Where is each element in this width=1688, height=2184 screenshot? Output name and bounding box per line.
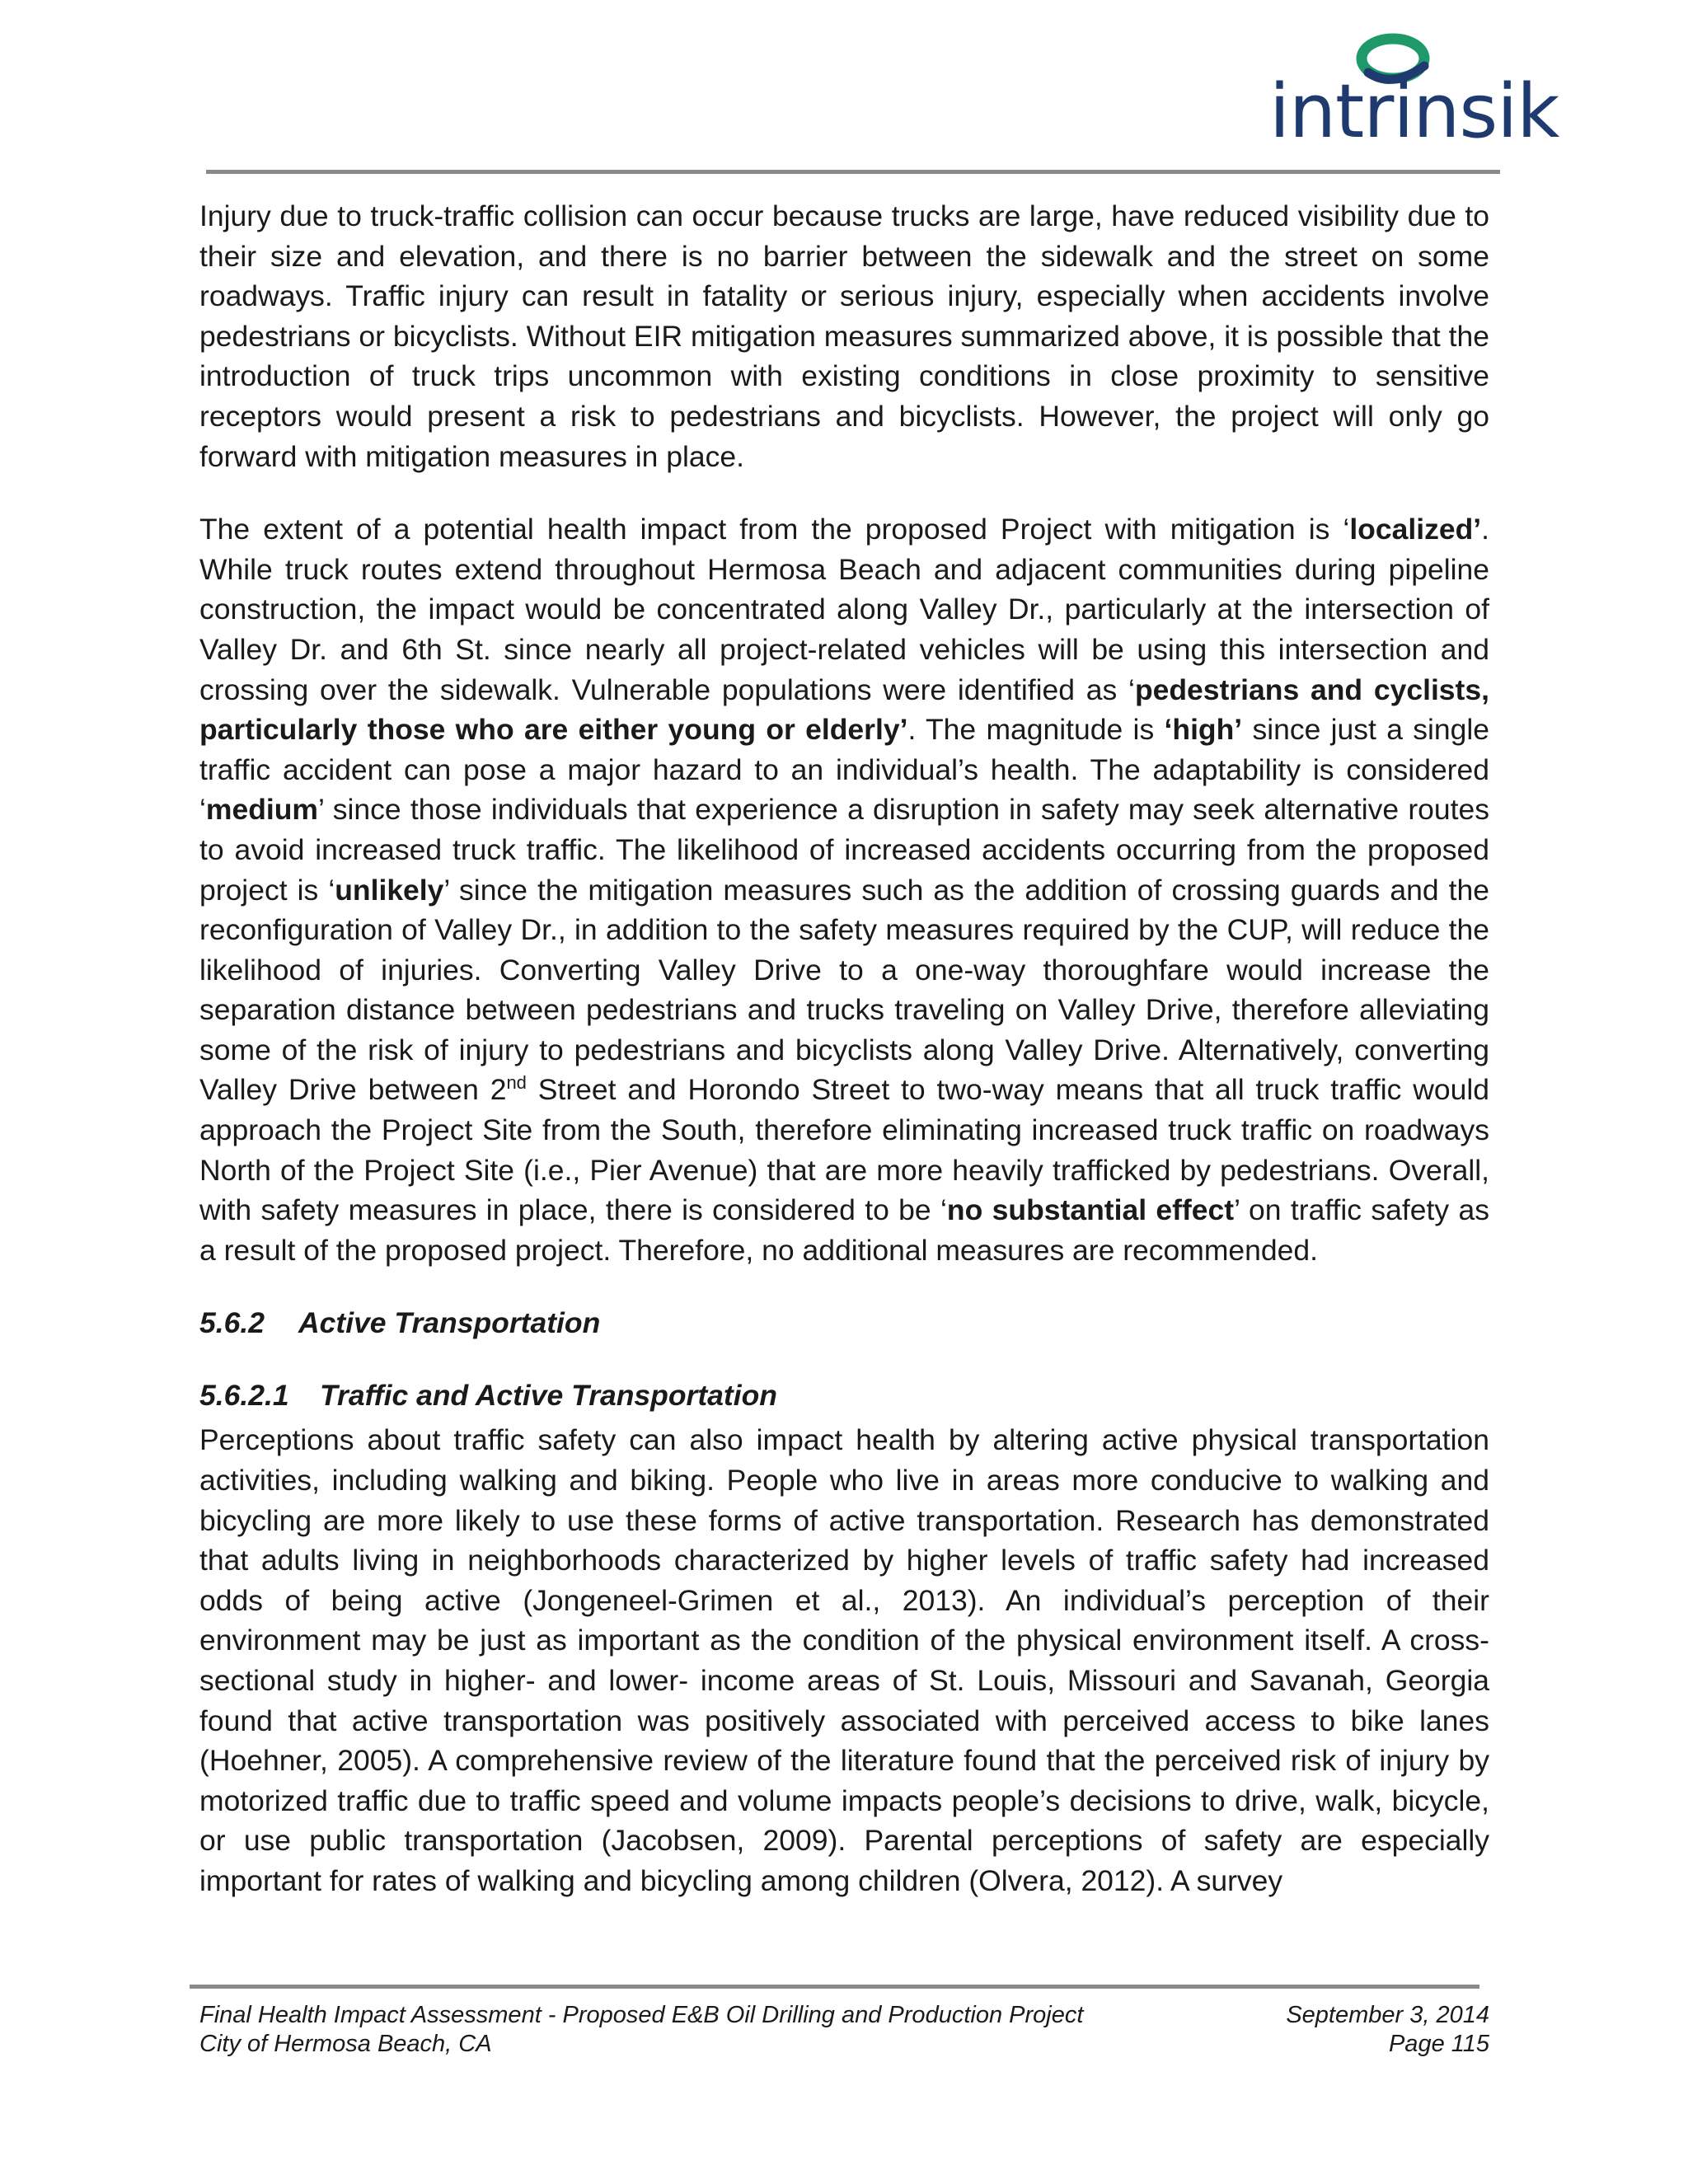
footer-page-number: Page 115 (1388, 2031, 1489, 2057)
page-content (199, 196, 1489, 1901)
footer-city: City of Hermosa Beach, CA (199, 2031, 492, 2057)
paragraph-health-impact: The extent of a potential health impact from the proposed Project with mitigation is ‘localized’. While truck routes extend throughout Hermosa Beach and adjacent communities during pipeline construction, the impact would be concentrated along Valley Dr., particularly at the intersection of Valley Dr. and 6th St. since nearly all project-related vehicles will be using this intersection and crossing over the sidewalk. Vulnerable populations were identified as ‘pedestrians and cyclists, particularly those who are either young or elderly’. The magnitude is ‘high’ since just a single traffic accident can pose a major hazard to an individual’s health. The adaptability is considered ‘medium’ since those individuals that experience a disruption in safety may seek alternative routes to avoid increased truck traffic. The likelihood of increased accidents occurring from the proposed project is ‘unlikely’ since the mitigation measures such as the addition of crossing guards and the reconfiguration of Valley Dr., in addition to the safety measures required by the CUP, will reduce the likelihood of injuries. Converting Valley Drive to a one-way thoroughfare would increase the separation distance between pedestrians and trucks traveling on Valley Drive, therefore alleviating some of the risk of injury to pedestrians and bicyclists along Valley Drive. Alternatively, converting Valley Drive between 2nd Street and Horondo Street to two-way means that all truck traffic would approach the Project Site from the South, therefore eliminating increased truck traffic on roadways North of the Project Site (i.e., Pier Avenue) that are more heavily trafficked by pedestrians. Overall, with safety measures in place, there is considered to be ‘no substantial effect’ on traffic safety as a result of the proposed project. Therefore, no additional measures are recommended. (199, 513, 1490, 1267)
page-footer (199, 2001, 1489, 2059)
company-logo (1269, 30, 1559, 155)
footer-divider (190, 1985, 1479, 1989)
paragraph-perceptions: Perceptions about traffic safety can also impact health by altering active physical transportation activities, including walking and biking. People who live in areas more conducive to walking and bicycling are more likely to use these forms of active transportation. Research has demonstrated that adults living in neighborhoods characterized by higher levels of traffic safety had increased odds of being active (Jongeneel-Grimen et al., 2013). An individual’s perception of their environment may be just as important as the condition of the physical environment itself. A cross-sectional study in higher- and lower- income areas of St. Louis, Missouri and Savanah, Georgia found that active transportation was positively associated with perceived access to bike lanes (Hoehner, 2005). A comprehensive review of the literature found that the perceived risk of injury by motorized traffic due to traffic speed and volume impacts people’s decisions to drive, walk, bicycle, or use public transportation (Jacobsen, 2009). Parental perceptions of safety are especially important for rates of walking and bicycling among children (Olvera, 2012). A survey (199, 1423, 1489, 1897)
paragraph-truck-injury: Injury due to truck-traffic collision can occur because trucks are large, have reduced visibility due to their size and elevation, and there is no barrier between the sidewalk and the street on some roadways. Traffic injury can result in fatality or serious injury, especially when accidents involve pedestrians or bicyclists. Without EIR mitigation measures summarized above, it is possible that the introduction of truck trips uncommon with existing conditions in close proximity to sensitive receptors would present a risk to pedestrians and bicyclists. However, the project will only go forward with mitigation measures in place. (199, 199, 1489, 473)
section-heading-active-transportation: 5.6.2 Active Transportation (199, 1306, 601, 1340)
footer-document-title: Final Health Impact Assessment - Proposed E&B Oil Drilling and Production Project (199, 2002, 1084, 2028)
subsection-heading-traffic: 5.6.2.1 Traffic and Active Transportation (199, 1379, 777, 1413)
header-divider (206, 170, 1500, 174)
logo-wordmark: intrinsik (1269, 68, 1559, 155)
footer-date: September 3, 2014 (1286, 2002, 1489, 2028)
